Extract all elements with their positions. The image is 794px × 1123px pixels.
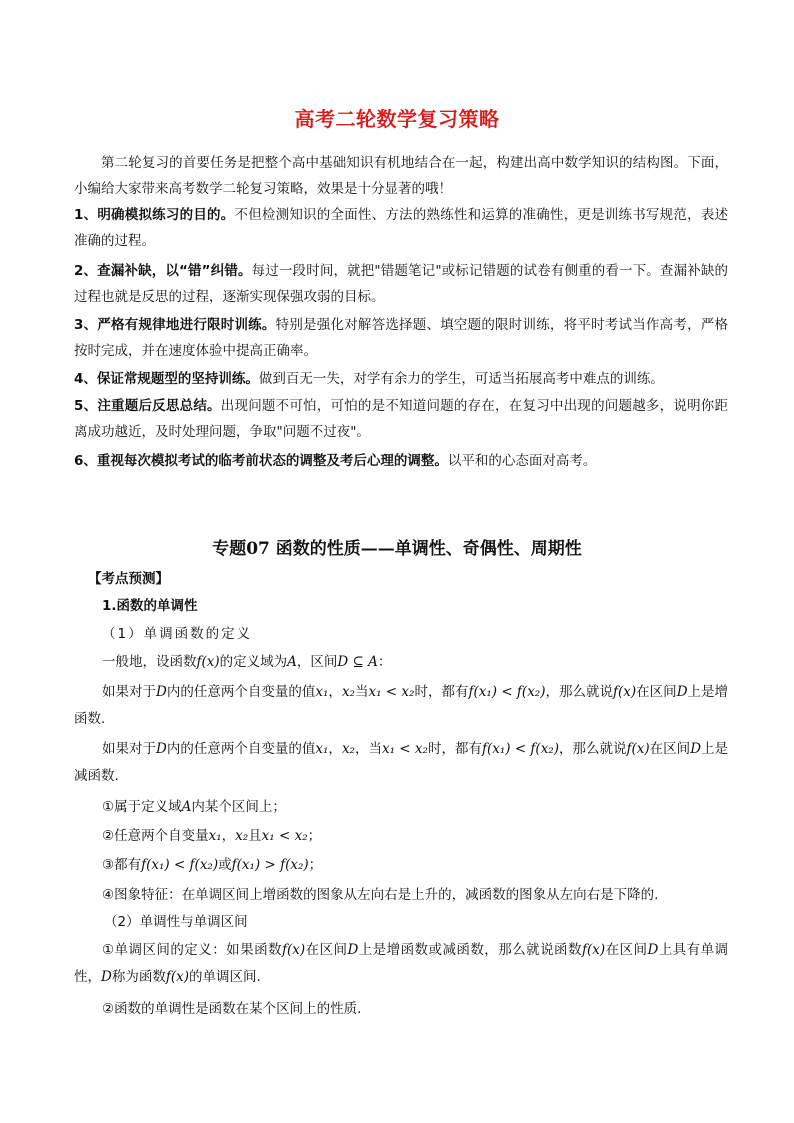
strategy-2-head: 2、查漏补缺，以“错”纠错。 bbox=[74, 263, 252, 279]
section-1-sub-1: （1）单调函数的定义 bbox=[102, 626, 253, 642]
strategy-3-body: 特别是强化对解答选择题、填空题的限时训练，将平时考试当作高考，严格按时完成，并在速度体验中提高正确率。 bbox=[74, 317, 728, 359]
page-title: 高考二轮数学复习策略 bbox=[294, 107, 500, 131]
section-1-title: 1.函数的单调性 bbox=[102, 598, 198, 614]
strategy-6 bbox=[74, 448, 728, 474]
monotonic-property: ②函数的单调性是函数在某个区间上的性质. bbox=[102, 1001, 362, 1017]
strategy-5 bbox=[74, 393, 728, 445]
condition-1: ①属于定义域A内某个区间上； bbox=[102, 799, 286, 815]
strategy-4 bbox=[74, 366, 728, 392]
section-1-sub-2: （2）单调性与单调区间 bbox=[104, 914, 248, 930]
strategy-1-body: 不但检测知识的全面性、方法的熟练性和运算的准确性，更是训练书写规范，表述准确的过程。 bbox=[74, 207, 728, 249]
strategy-1 bbox=[74, 202, 728, 254]
strategy-2-body: 每过一段时间，就把"错题笔记"或标记错题的试卷有侧重的看一下。查漏补缺的过程也就是反思的过程，逐渐实现保强攻弱的目标。 bbox=[74, 263, 728, 305]
condition-2: ②任意两个自变量x₁，x₂且x₁ < x₂； bbox=[102, 828, 322, 844]
condition-4: ④图象特征：在单调区间上增函数的图象从左向右是上升的，减函数的图象从左向右是下降的. bbox=[102, 887, 659, 903]
strategy-5-head: 5、注重题后反思总结。 bbox=[74, 398, 221, 414]
strategy-4-body: 做到百无一失，对学有余力的学生，可适当拓展高考中难点的训练。 bbox=[258, 371, 664, 387]
kaodian-heading: 【考点预测】 bbox=[88, 571, 169, 587]
strategy-6-body: 以平和的心态面对高考。 bbox=[447, 453, 597, 469]
intro-paragraph: 第二轮复习的首要任务是把整个高中基础知识有机地结合在一起，构建出高中数学知识的结构图。下面，小编给大家带来高考数学二轮复习策略，效果是十分显著的哦！ bbox=[74, 155, 728, 197]
increasing-definition: 如果对于D内的任意两个自变量的值x₁，x₂当x₁ < x₂时，都有f(x₁) < f(x₂)，那么就说f(x)在区间D上是增函数. bbox=[74, 684, 729, 727]
topic-title: 专题07 函数的性质——单调性、奇偶性、周期性 bbox=[212, 539, 582, 559]
interval-definition: ①单调区间的定义：如果函数f(x)在区间D上是增函数或减函数，那么就说函数f(x)在区间D上具有单调性，D称为函数f(x)的单调区间. bbox=[74, 942, 729, 985]
strategy-3 bbox=[74, 312, 728, 364]
strategy-4-head: 4、保证常规题型的坚持训练。 bbox=[74, 371, 259, 387]
general-line: 一般地，设函数f(x)的定义域为A，区间D ⊆ A： bbox=[102, 654, 392, 670]
strategy-2 bbox=[74, 258, 728, 310]
decreasing-definition: 如果对于D内的任意两个自变量的值x₁，x₂，当x₁ < x₂时，都有f(x₁) < f(x₂)，那么就说f(x)在区间D上是减函数. bbox=[74, 741, 729, 784]
strategy-5-body: 出现问题不可怕，可怕的是不知道问题的存在，在复习中出现的问题越多，说明你距离成功越近，及时处理问题，争取"问题不过夜"。 bbox=[74, 398, 728, 440]
condition-3: ③都有f(x₁) < f(x₂)或f(x₁) > f(x₂)； bbox=[102, 857, 323, 873]
strategy-1-head: 1、明确模拟练习的目的。 bbox=[74, 207, 235, 223]
strategy-3-head: 3、严格有规律地进行限时训练。 bbox=[74, 317, 276, 333]
strategy-6-head: 6、重视每次模拟考试的临考前状态的调整及考后心理的调整。 bbox=[74, 453, 448, 469]
